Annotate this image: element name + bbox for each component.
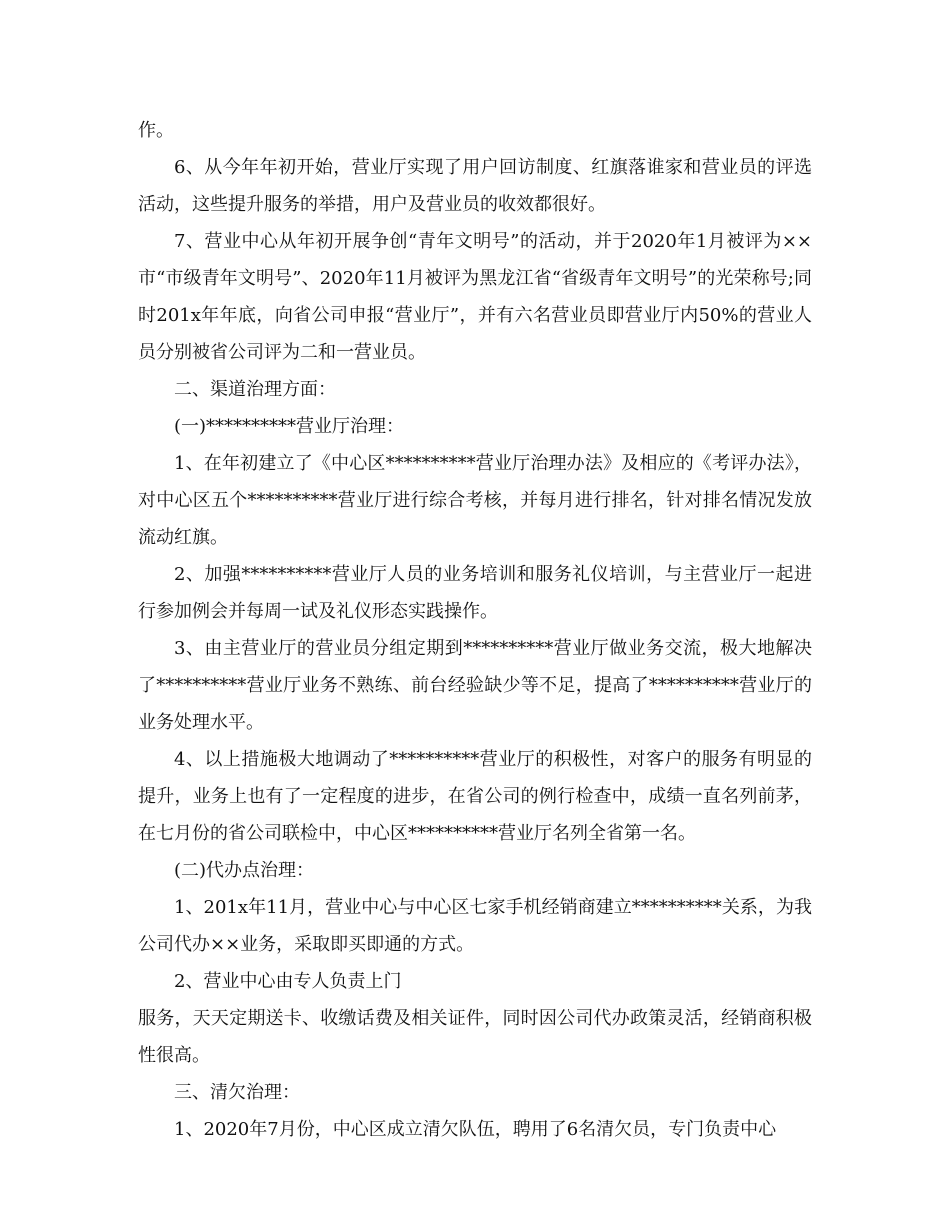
paragraph-12: 服务，天天定期送卡、收缴话费及相关证件，同时因公司代办政策灵活，经销商积极性很高。 <box>138 1008 812 1066</box>
section-heading-debt: 三、清欠治理： <box>174 1082 300 1103</box>
subsection-heading-hall: (一)**********营业厅治理： <box>174 416 405 437</box>
section-heading-channel: 二、渠道治理方面： <box>174 379 336 400</box>
paragraph-7: 3、由主营业厅的营业员分组定期到**********营业厅做业务交流，极大地解决了**********营业厅业务不熟练、前台经验缺少等不足，提高了**********营业厅的业务处理水平。 <box>138 638 812 733</box>
paragraph-8: 4、以上措施极大地调动了**********营业厅的积极性，对客户的服务有明显的提升，业务上也有了一定程度的进步，在省公司的例行检查中，成绩一直名列前茅，在七月份的省公司联检中，中心区**********营业厅名列全省第一名。 <box>138 749 812 844</box>
document-body <box>138 112 812 1148</box>
paragraph-2: 7、营业中心从年初开展争创“青年文明号”的活动，并于2020年1月被评为××市“市级青年文明号”、2020年11月被评为黑龙江省“省级青年文明号”的光荣称号;同时201x年年底，向省公司申报“营业厅”，并有六名营业员即营业厅内50%的营业人员分别被省公司评为二和一营业员。 <box>138 231 812 363</box>
paragraph-6: 2、加强**********营业厅人员的业务培训和服务礼仪培训，与主营业厅一起进行参加例会并每周一试及礼仪形态实践操作。 <box>138 564 812 622</box>
paragraph-10: 1、201x年11月，营业中心与中心区七家手机经销商建立**********关系，为我公司代办××业务，采取即买即通的方式。 <box>138 897 812 955</box>
subsection-heading-agent: (二)代办点治理： <box>174 860 315 881</box>
paragraph-1: 6、从今年年初开始，营业厅实现了用户回访制度、红旗落谁家和营业员的评选活动，这些提升服务的举措，用户及营业员的收效都很好。 <box>138 157 812 215</box>
paragraph-14: 1、2020年7月份，中心区成立清欠队伍，聘用了6名清欠员，专门负责中心 <box>174 1119 777 1140</box>
paragraph-5: 1、在年初建立了《中心区**********营业厅治理办法》及相应的《考评办法》，对中心区五个**********营业厅进行综合考核，并每月进行排名，针对排名情况发放流动红旗。 <box>138 453 812 548</box>
paragraph-11: 2、营业中心由专人负责上门 <box>174 971 402 992</box>
paragraph-0: 作。 <box>138 120 174 141</box>
